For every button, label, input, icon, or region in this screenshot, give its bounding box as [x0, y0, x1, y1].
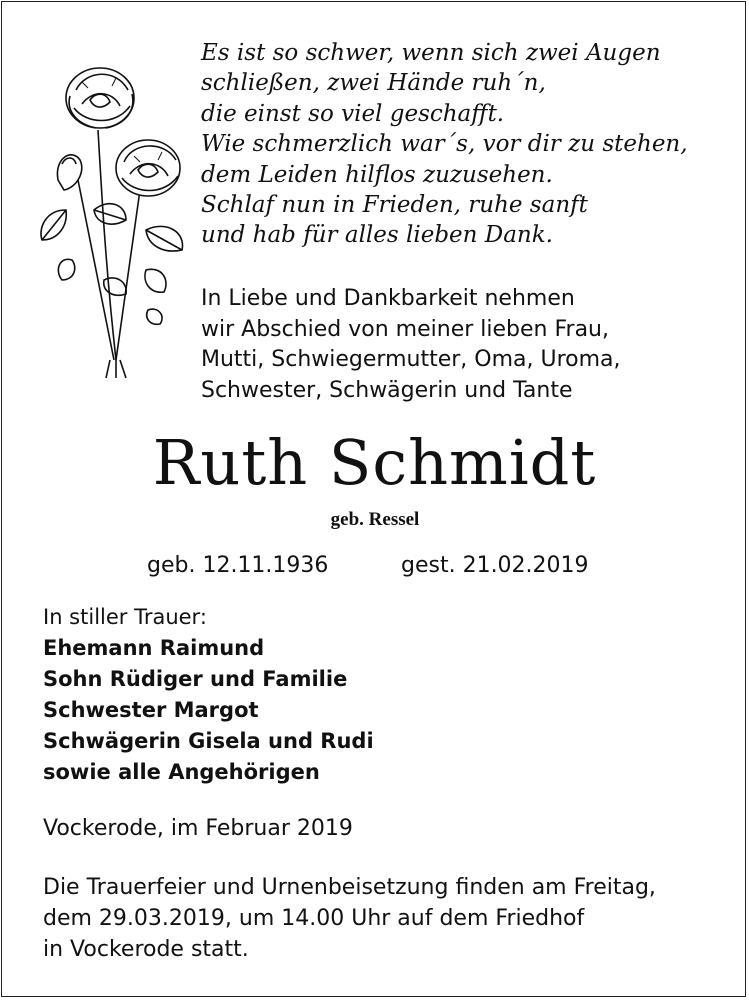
poem-line: Schlaf nun in Frieden, ruhe sanft — [201, 192, 588, 219]
birth-date: geb. 12.11.1936 — [147, 553, 329, 578]
mourner-name: Sohn Rüdiger und Familie — [43, 667, 348, 691]
service-info — [43, 872, 743, 965]
mourner-name: Ehemann Raimund — [43, 636, 265, 660]
poem-line: schließen, zwei Hände ruh´n, — [201, 70, 546, 97]
service-line: dem 29.03.2019, um 14.00 Uhr auf dem Friedhof — [43, 906, 585, 931]
mourner-name: Schwester Margot — [43, 698, 259, 722]
mourners-list — [43, 602, 723, 788]
intro-line: Schwester, Schwägerin und Tante — [201, 378, 573, 404]
place-and-date: Vockerode, im Februar 2019 — [43, 816, 353, 841]
mourner-name: sowie alle Angehörigen — [43, 760, 320, 784]
farewell-intro — [201, 284, 741, 407]
poem-line: und hab für alles lieben Dank. — [201, 222, 553, 249]
poem-line: Wie schmerzlich war´s, vor dir zu stehen, — [201, 131, 688, 158]
rose-bouquet-icon — [36, 60, 196, 380]
mourners-heading: In stiller Trauer: — [43, 605, 207, 629]
poem-line: dem Leiden hilflos zuzusehen. — [201, 161, 553, 188]
death-date: gest. 21.02.2019 — [401, 553, 589, 578]
intro-line: Mutti, Schwiegermutter, Oma, Uroma, — [201, 347, 621, 373]
deceased-name: Ruth Schmidt — [152, 426, 597, 499]
service-line: Die Trauerfeier und Urnenbeisetzung finden am Freitag, — [43, 875, 656, 900]
service-line: in Vockerode statt. — [43, 937, 249, 962]
poem-verse — [201, 38, 741, 251]
poem-line: die einst so viel geschafft. — [201, 100, 505, 127]
poem-line: Es ist so schwer, wenn sich zwei Augen — [201, 40, 661, 66]
intro-line: wir Abschied von meiner lieben Frau, — [201, 316, 609, 342]
intro-line: In Liebe und Dankbarkeit nehmen — [201, 286, 575, 311]
mourner-name: Schwägerin Gisela und Rudi — [43, 729, 374, 753]
birth-name: geb. Ressel — [330, 509, 420, 530]
